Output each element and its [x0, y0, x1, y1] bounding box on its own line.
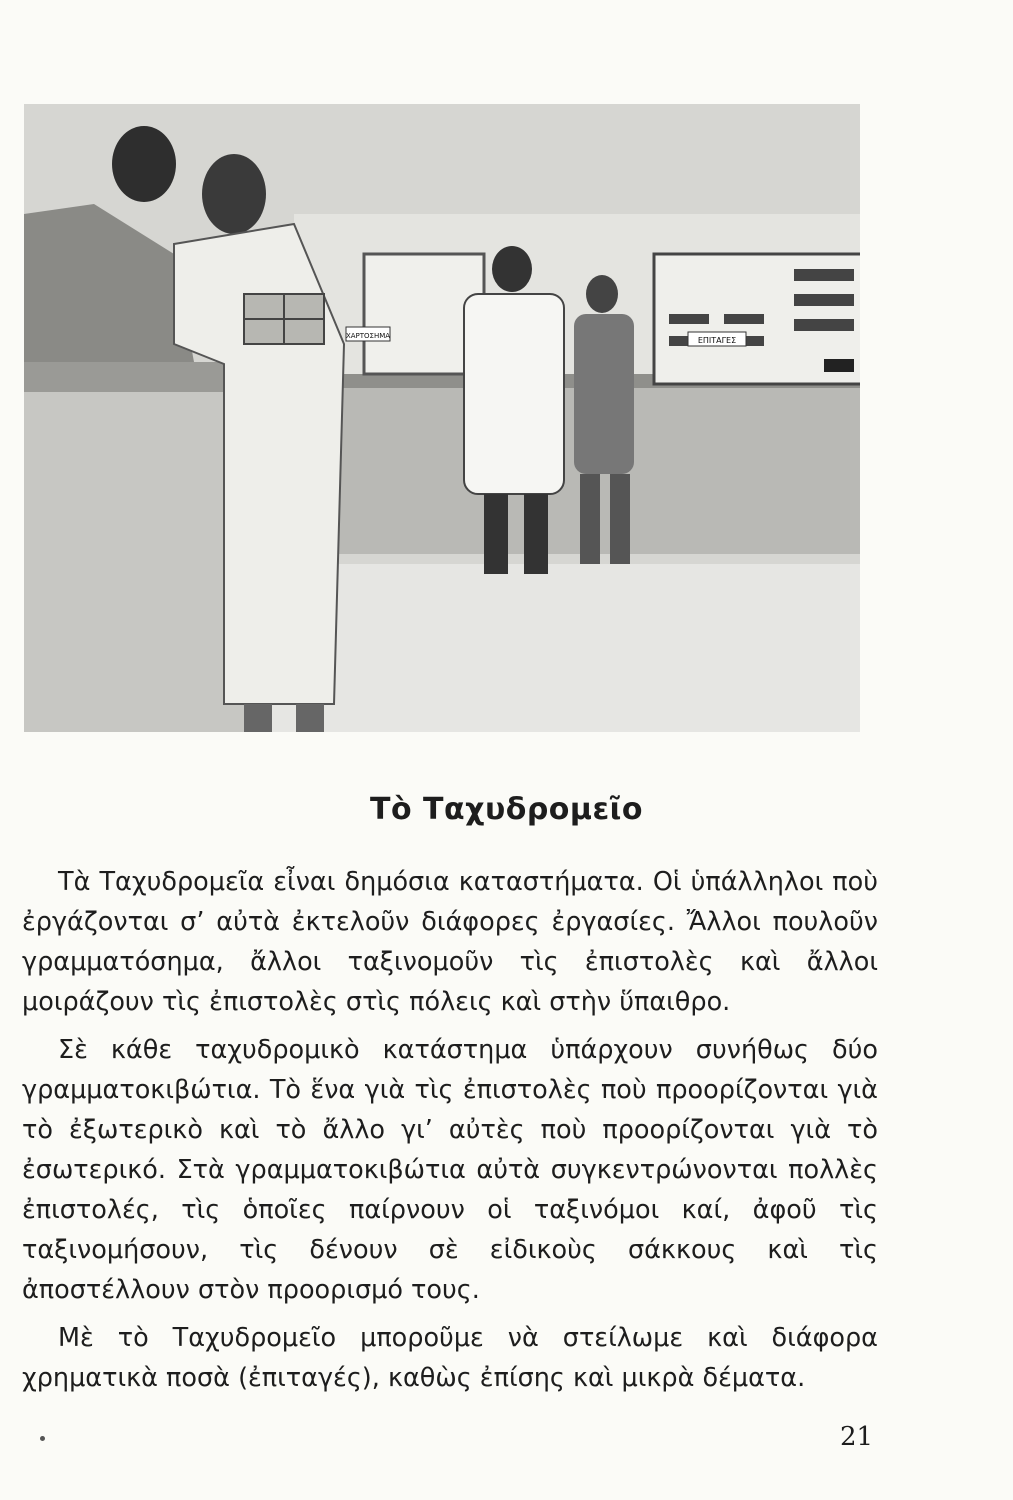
postman-head — [202, 154, 266, 234]
customer-head — [492, 246, 532, 292]
customer-jacket — [574, 314, 634, 474]
illustration-drawing — [24, 104, 860, 732]
paragraph: Σὲ κάθε ταχυδρομικὸ κατάστημα ὑπάρχουν συνήθως δύο γραμματοκιβώτια. Τὸ ἕνα γιὰ τὶς ἐπιστολὲς ποὺ προορίζονται γιὰ τὸ ἐξωτερικὸ καὶ τὸ ἄλλο γι’ αὐτὲς ποὺ προορίζονται γιὰ τὸ ἐσωτερικό. Στὰ γραμματοκιβώτια αὐτὰ συγκεντρώνονται πολλὲς ἐπιστολές, τὶς ὁποῖες παίρνουν οἱ ταξινόμοι καί, ἀφοῦ τὶς ταξινομήσουν, τὶς δένουν σὲ εἰδικοὺς σάκκους καὶ τὶς ἀποστέλλουν στὸν προορισμό τους. — [22, 1035, 878, 1305]
foreground-counter — [24, 392, 244, 732]
sign-right: ΕΠΙΤΑΓΕΣ — [697, 336, 737, 345]
margin-dot — [40, 1436, 45, 1441]
customer-white-coat — [464, 294, 564, 494]
man-left-head — [112, 126, 176, 202]
post-office-illustration — [24, 104, 860, 732]
paragraph: Μὲ τὸ Ταχυδρομεῖο μποροῦμε νὰ στείλωμε καὶ διάφορα χρηματικὰ ποσὰ (ἐπιταγές), καθὼς ἐπίσης καὶ μικρὰ δέματα. — [22, 1323, 878, 1393]
telephone — [824, 359, 854, 372]
page-number: 21 — [840, 1422, 874, 1452]
page-title: Τὸ Ταχυδρομεῖο — [370, 792, 643, 827]
sign-left: ΧΑΡΤΟΣΗΜΑ — [345, 332, 391, 340]
body-text — [22, 862, 878, 1406]
paragraph: Τὰ Ταχυδρομεῖα εἶναι δημόσια καταστήματα. Οἱ ὑπάλληλοι ποὺ ἐργάζονται σ’ αὐτὰ ἐκτελοῦν διάφορες ἐργασίες. Ἄλλοι πουλοῦν γραμματόσημα, ἄλλοι ταξινομοῦν τὶς ἐπιστολὲς καὶ ἄλλοι μοιράζουν τὶς ἐπιστολὲς στὶς πόλεις καὶ στὴν ὕπαιθρο. — [22, 867, 878, 1017]
